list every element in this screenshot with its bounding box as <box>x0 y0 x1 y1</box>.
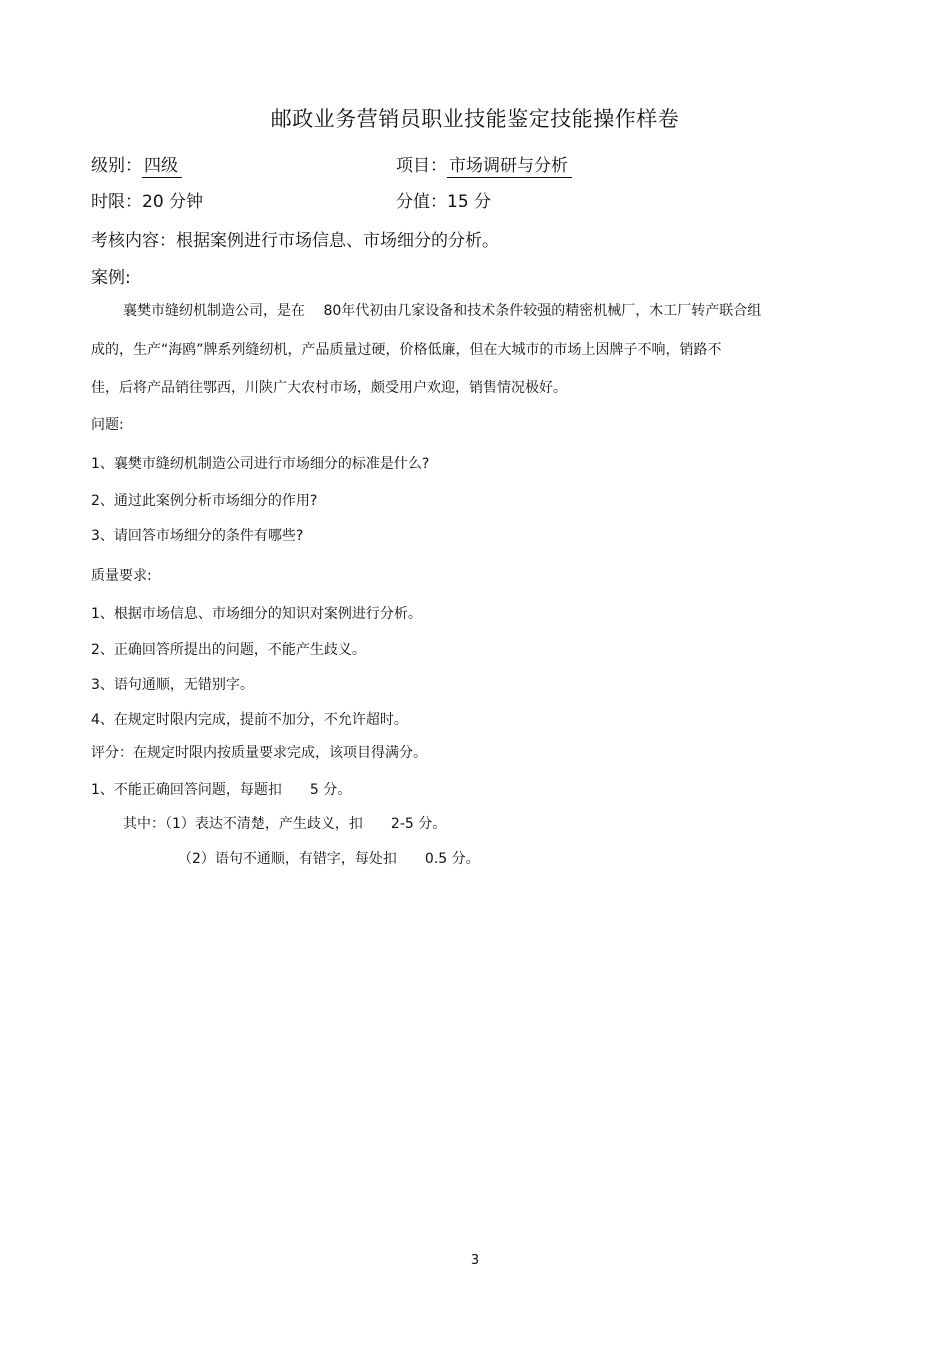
quality-item-2: 2、正确回答所提出的问题，不能产生歧义。 <box>91 642 366 658</box>
item-value: 市场调研与分析 <box>447 156 572 178</box>
quality-item-3: 3、语句通顺，无错别字。 <box>91 677 254 693</box>
case-line-1: 襄樊市缝纫机制造公司，是在 80年代初由几家设备和技术条件较强的精密机械厂，木工厂转产联合组 <box>123 303 762 319</box>
question-2: 2、通过此案例分析市场细分的作用? <box>91 493 318 509</box>
level-value: 四级 <box>142 156 182 178</box>
case-line-3: 佳，后将产品销往鄂西，川陕广大农村市场，颇受用户欢迎，销售情况极好。 <box>91 380 567 396</box>
item-field <box>396 151 572 178</box>
score-label: 分值： <box>396 192 447 212</box>
page-number: 3 <box>470 1253 480 1268</box>
level-label: 级别： <box>91 156 142 176</box>
case-line-2: 成的，生产“海鸥”牌系列缝纫机，产品质量过硬，价格低廉，但在大城市的市场上因牌子不响，销路不 <box>91 342 722 358</box>
exam-content: 考核内容：根据案例进行市场信息、市场细分的分析。 <box>91 231 499 251</box>
quality-heading: 质量要求: <box>91 568 152 584</box>
quality-item-4: 4、在规定时限内完成，提前不加分，不允许超时。 <box>91 712 408 728</box>
time-field <box>91 187 203 212</box>
questions-heading: 问题: <box>91 417 124 433</box>
scoring-intro: 评分：在规定时限内按质量要求完成，该项目得满分。 <box>91 745 427 761</box>
time-value: 20 分钟 <box>142 192 204 212</box>
question-1: 1、襄樊市缝纫机制造公司进行市场细分的标准是什么? <box>91 456 430 472</box>
score-field <box>396 187 491 212</box>
scoring-rule-1: 1、不能正确回答问题，每题扣 5 分。 <box>91 782 352 798</box>
scoring-sub-1: 其中：（1）表达不清楚，产生歧义，扣 2-5 分。 <box>123 816 447 832</box>
case-heading: 案例: <box>91 268 131 288</box>
time-label: 时限： <box>91 192 142 212</box>
item-label: 项目： <box>396 156 447 176</box>
scoring-sub-2: （2）语句不通顺，有错字，每处扣 0.5 分。 <box>178 851 480 867</box>
quality-item-1: 1、根据市场信息、市场细分的知识对案例进行分析。 <box>91 606 422 622</box>
level-field <box>91 151 182 178</box>
question-3: 3、请回答市场细分的条件有哪些? <box>91 528 304 544</box>
document-title: 邮政业务营销员职业技能鉴定技能操作样卷 <box>270 107 680 131</box>
score-value: 15 分 <box>447 192 492 212</box>
